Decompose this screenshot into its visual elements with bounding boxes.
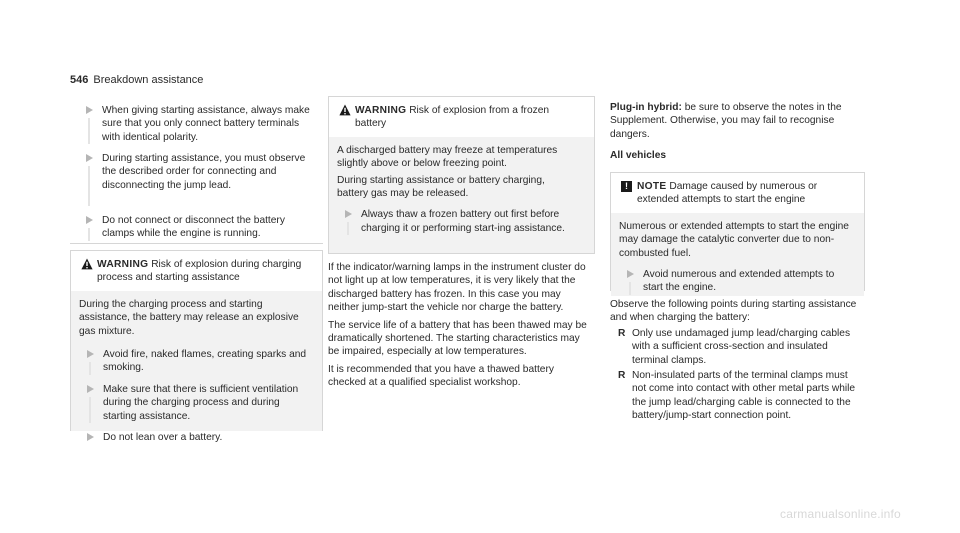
page-header bbox=[70, 74, 203, 87]
observe-section bbox=[610, 298, 860, 423]
warning-text: During the charging process and starting assistance, the battery may release an explosive gas mixture. bbox=[79, 298, 299, 337]
bullet-marker: R bbox=[618, 327, 626, 339]
watermark: carmanualsonline.info bbox=[780, 507, 901, 521]
warning-keyword: WARNING bbox=[355, 105, 407, 116]
paragraph: If the indicator/warning lamps in the instrument cluster do not light up at low temperatures, it is very likely that the discharged battery has frozen. In this case you may neither jump-start the vehicle nor charge the battery. bbox=[328, 262, 586, 314]
frozen-battery-text bbox=[328, 261, 593, 390]
warning-triangle-icon bbox=[339, 104, 351, 116]
arrow-icon bbox=[86, 106, 93, 114]
arrow-icon bbox=[86, 216, 93, 224]
warning-body bbox=[71, 291, 322, 444]
paragraph: It is recommended that you have a thawed battery checked at a qualified specialist workshop. bbox=[328, 363, 554, 389]
warning-box-explosion-charging bbox=[70, 250, 323, 444]
list-item: Avoid numerous and extended attempts to start the engine. bbox=[619, 268, 843, 295]
note-keyword: NOTE bbox=[637, 181, 667, 192]
warning-keyword: WARNING bbox=[97, 259, 149, 270]
warning-headline: Risk of explosion from a frozen battery bbox=[355, 105, 550, 130]
instructions-box bbox=[70, 96, 323, 244]
note-text: Numerous or extended attempts to start the engine may damage the catalytic converter due to non-combusted fuel. bbox=[619, 220, 849, 259]
section-title: Breakdown assistance bbox=[93, 74, 204, 86]
list-item: R Non-insulated parts of the terminal clamps must not come into contact with other metal parts while the jump lead/charging cable is connected to the battery/jump-start connection point. bbox=[618, 370, 856, 422]
arrow-icon bbox=[627, 270, 634, 278]
warning-header bbox=[71, 251, 322, 291]
warning-text: A discharged battery may freeze at temperatures slightly above or below freezing point. bbox=[337, 144, 558, 170]
bullet-marker: R bbox=[618, 370, 626, 382]
list-item: During starting assistance, you must observe the described order for connecting and disconnecting the jump lead. bbox=[78, 152, 312, 206]
arrow-icon bbox=[87, 385, 94, 393]
note-headline: Damage caused by numerous or extended attempts to start the engine bbox=[637, 181, 818, 206]
warning-headline: Risk of explosion during charging process and starting assistance bbox=[97, 259, 302, 284]
note-body bbox=[611, 213, 864, 296]
note-box-engine-start bbox=[610, 172, 865, 294]
arrow-icon bbox=[345, 210, 352, 218]
warning-text: During starting assistance or battery charging, battery gas may be released. bbox=[337, 174, 545, 200]
arrow-icon bbox=[87, 350, 94, 358]
list-item: Do not lean over a battery. bbox=[79, 431, 313, 444]
list-item: Do not connect or disconnect the battery clamps while the engine is running. bbox=[78, 214, 312, 241]
page-number: 546 bbox=[70, 74, 89, 86]
plugin-hybrid-note bbox=[610, 101, 868, 163]
warning-header bbox=[329, 97, 594, 137]
list-item: When giving starting assistance, always make sure that you only connect battery terminals with identical polarity. bbox=[78, 104, 312, 144]
arrow-icon bbox=[86, 154, 93, 162]
paragraph: The service life of a battery that has been thawed may be dramatically shortened. The starting characteristics may be impaired, especially at low temperatures. bbox=[328, 319, 587, 358]
all-vehicles-heading: All vehicles bbox=[610, 150, 667, 162]
observe-text: Observe the following points during starting assistance and when charging the battery: bbox=[610, 299, 857, 324]
warning-body bbox=[329, 137, 594, 253]
warning-box-frozen-battery bbox=[328, 96, 595, 254]
exclamation-icon: ! bbox=[621, 181, 632, 192]
list-item: Avoid fire, naked flames, creating sparks and smoking. bbox=[79, 348, 313, 375]
arrow-icon bbox=[87, 433, 94, 441]
plugin-label: Plug-in hybrid: bbox=[610, 102, 682, 113]
warning-triangle-icon bbox=[81, 258, 93, 270]
list-item: Always thaw a frozen battery out first before charging it or performing start-ing assistance. bbox=[337, 208, 576, 235]
note-header bbox=[611, 173, 864, 213]
plugin-text: be sure to observe the notes in the Supplement. Otherwise, you may fail to recognise dangers. bbox=[610, 102, 842, 140]
list-item: R Only use undamaged jump lead/charging cables with a sufficient cross-section and insulated terminal clamps. bbox=[618, 327, 851, 366]
list-item: Make sure that there is sufficient ventilation during the charging process and during starting assistance. bbox=[79, 383, 313, 423]
